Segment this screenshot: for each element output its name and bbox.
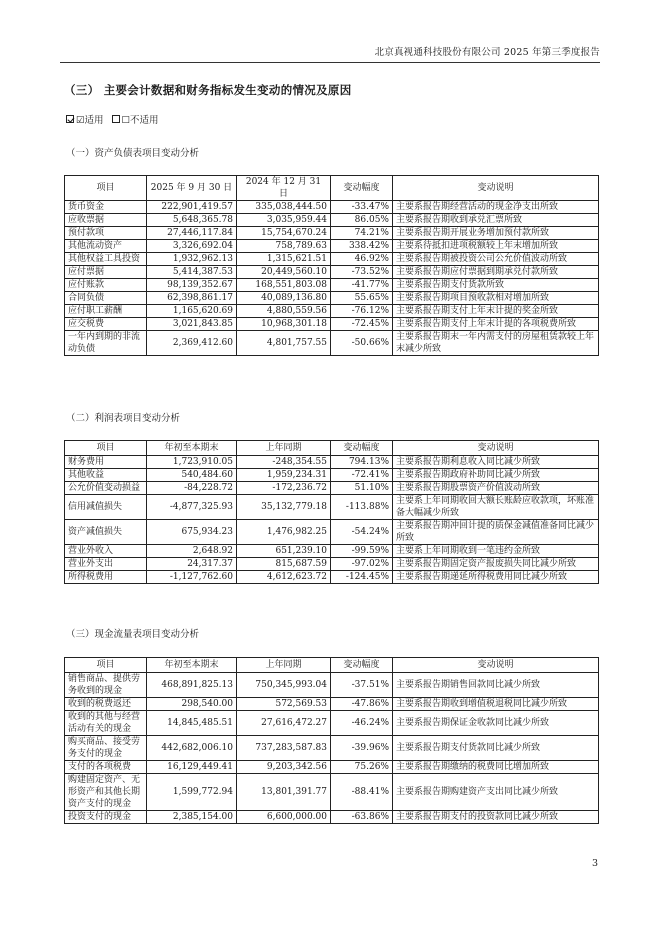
change-rate-cell: 794.13% bbox=[331, 456, 393, 469]
current-value-cell: 1,932,962.13 bbox=[147, 253, 237, 266]
table-row bbox=[65, 520, 599, 545]
balance-sheet-subtitle: （一）资产负债表项目变动分析 bbox=[66, 148, 200, 159]
table-row bbox=[65, 266, 599, 279]
item-cell: 销售商品、提供劳务收到的现金 bbox=[65, 673, 147, 698]
prior-value-cell: 168,551,803.08 bbox=[237, 279, 331, 292]
prior-value-cell: -172,236.72 bbox=[237, 482, 331, 495]
table-row bbox=[65, 214, 599, 227]
explanation-cell: 主要系报告期经营活动的现金净支出所致 bbox=[393, 201, 599, 214]
current-value-cell: -84,228.72 bbox=[147, 482, 237, 495]
prior-value-cell: 1,315,621.51 bbox=[237, 253, 331, 266]
current-value-cell: 1,165,620.69 bbox=[147, 305, 237, 318]
current-value-cell: 16,129,449.41 bbox=[147, 761, 237, 774]
column-header: 变动幅度 bbox=[331, 441, 393, 456]
item-cell: 应交税费 bbox=[65, 318, 147, 331]
table-row bbox=[65, 495, 599, 520]
unchecked-box-icon bbox=[112, 115, 120, 123]
current-value-cell: 468,891,825.13 bbox=[147, 673, 237, 698]
explanation-cell: 主要系报告期收到承兑汇票所致 bbox=[393, 214, 599, 227]
explanation-cell: 主要系待抵扣进项税额较上年末增加所致 bbox=[393, 240, 599, 253]
explanation-cell: 主要系报告期保证金收款同比减少所致 bbox=[393, 711, 599, 736]
current-value-cell: 3,021,843.85 bbox=[147, 318, 237, 331]
prior-value-cell: 758,789.63 bbox=[237, 240, 331, 253]
change-rate-cell: -46.24% bbox=[331, 711, 393, 736]
change-rate-cell: -63.86% bbox=[331, 811, 393, 824]
prior-value-cell: 10,968,301.18 bbox=[237, 318, 331, 331]
change-rate-cell: -97.02% bbox=[331, 558, 393, 571]
item-cell: 其他流动资产 bbox=[65, 240, 147, 253]
item-cell: 应付票据 bbox=[65, 266, 147, 279]
prior-value-cell: 35,132,779.18 bbox=[237, 495, 331, 520]
prior-value-cell: 1,959,234.31 bbox=[237, 469, 331, 482]
change-rate-cell: 55.65% bbox=[331, 292, 393, 305]
column-header: 变动幅度 bbox=[331, 176, 393, 201]
table-row bbox=[65, 673, 599, 698]
item-cell: 应付职工薪酬 bbox=[65, 305, 147, 318]
cash-flow-subtitle: （三）现金流量表项目变动分析 bbox=[66, 629, 200, 640]
current-value-cell: 298,540.00 bbox=[147, 698, 237, 711]
current-value-cell: 27,446,117.84 bbox=[147, 227, 237, 240]
prior-value-cell: 40,089,136.80 bbox=[237, 292, 331, 305]
header-row bbox=[65, 658, 599, 673]
prior-value-cell: 737,283,587.83 bbox=[237, 736, 331, 761]
explanation-cell: 主要系报告期股票资产价值波动所致 bbox=[393, 482, 599, 495]
explanation-cell: 主要系报告期政府补助同比减少所致 bbox=[393, 469, 599, 482]
explanation-cell: 主要系报告期收到增值税退税同比减少所致 bbox=[393, 698, 599, 711]
balance-sheet-table bbox=[64, 175, 599, 356]
current-value-cell: 1,723,910.05 bbox=[147, 456, 237, 469]
prior-value-cell: -248,354.55 bbox=[237, 456, 331, 469]
change-rate-cell: -50.66% bbox=[331, 331, 393, 356]
report-header: 北京真视通科技股份有限公司 2025 年第三季度报告 bbox=[374, 47, 600, 58]
header-divider bbox=[60, 62, 600, 63]
explanation-cell: 主要系报告期被投资公司公允价值波动所致 bbox=[393, 253, 599, 266]
item-cell: 信用减值损失 bbox=[65, 495, 147, 520]
column-header: 变动幅度 bbox=[331, 658, 393, 673]
explanation-cell: 主要系报告期缴纳的税费同比增加所致 bbox=[393, 761, 599, 774]
column-header: 变动说明 bbox=[393, 176, 599, 201]
item-cell: 所得税费用 bbox=[65, 571, 147, 584]
prior-value-cell: 27,616,472.27 bbox=[237, 711, 331, 736]
explanation-cell: 主要系上年同期收到一笔违约金所致 bbox=[393, 545, 599, 558]
prior-value-cell: 13,801,391.77 bbox=[237, 774, 331, 811]
change-rate-cell: -72.45% bbox=[331, 318, 393, 331]
change-rate-cell: -113.88% bbox=[331, 495, 393, 520]
explanation-cell: 主要系上年同期收回大额长账龄应收款项，坏账准备大幅减少所致 bbox=[393, 495, 599, 520]
current-value-cell: -1,127,762.60 bbox=[147, 571, 237, 584]
change-rate-cell: 46.92% bbox=[331, 253, 393, 266]
change-rate-cell: -41.77% bbox=[331, 279, 393, 292]
change-rate-cell: 74.21% bbox=[331, 227, 393, 240]
explanation-cell: 主要系报告期递延所得税费用同比减少所致 bbox=[393, 571, 599, 584]
explanation-cell: 主要系报告期购建资产支出同比减少所致 bbox=[393, 774, 599, 811]
current-value-cell: -4,877,325.93 bbox=[147, 495, 237, 520]
change-rate-cell: -72.41% bbox=[331, 469, 393, 482]
prior-value-cell: 4,612,623.72 bbox=[237, 571, 331, 584]
checked-box-icon bbox=[66, 115, 74, 123]
current-value-cell: 98,139,352.67 bbox=[147, 279, 237, 292]
change-rate-cell: -54.24% bbox=[331, 520, 393, 545]
item-cell: 购建固定资产、无形资产和其他长期资产支付的现金 bbox=[65, 774, 147, 811]
explanation-cell: 主要系报告期支付货款所致 bbox=[393, 279, 599, 292]
item-cell: 支付的各项税费 bbox=[65, 761, 147, 774]
item-cell: 资产减值损失 bbox=[65, 520, 147, 545]
change-rate-cell: -37.51% bbox=[331, 673, 393, 698]
column-header: 上年同期 bbox=[237, 658, 331, 673]
current-value-cell: 2,648.92 bbox=[147, 545, 237, 558]
table-row bbox=[65, 331, 599, 356]
prior-value-cell: 4,880,559.56 bbox=[237, 305, 331, 318]
explanation-cell: 主要系报告期支付上年末计提的奖金所致 bbox=[393, 305, 599, 318]
change-rate-cell: -99.59% bbox=[331, 545, 393, 558]
prior-value-cell: 572,569.53 bbox=[237, 698, 331, 711]
current-value-cell: 14,845,485.51 bbox=[147, 711, 237, 736]
applicability-options bbox=[66, 112, 159, 126]
item-cell: 应收票据 bbox=[65, 214, 147, 227]
explanation-cell: 主要系报告期支付货款同比减少所致 bbox=[393, 736, 599, 761]
current-value-cell: 442,682,006.10 bbox=[147, 736, 237, 761]
current-value-cell: 62,398,861.17 bbox=[147, 292, 237, 305]
item-cell: 一年内到期的非流动负债 bbox=[65, 331, 147, 356]
item-cell: 其他权益工具投资 bbox=[65, 253, 147, 266]
table-row bbox=[65, 292, 599, 305]
prior-value-cell: 9,203,342.56 bbox=[237, 761, 331, 774]
header-row bbox=[65, 176, 599, 201]
column-header: 项目 bbox=[65, 658, 147, 673]
applicable-option[interactable] bbox=[66, 112, 104, 126]
prior-value-cell: 750,345,993.04 bbox=[237, 673, 331, 698]
current-value-cell: 675,934.23 bbox=[147, 520, 237, 545]
table-row bbox=[65, 571, 599, 584]
column-header: 2025 年 9 月 30 日 bbox=[147, 176, 237, 201]
explanation-cell: 主要系报告期开展业务增加预付款所致 bbox=[393, 227, 599, 240]
current-value-cell: 540,484.60 bbox=[147, 469, 237, 482]
table-row bbox=[65, 736, 599, 761]
explanation-cell: 主要系报告期支付上年末计提的各项税费所致 bbox=[393, 318, 599, 331]
explanation-cell: 主要系报告期应付票据到期承兑付款所致 bbox=[393, 266, 599, 279]
item-cell: 营业外支出 bbox=[65, 558, 147, 571]
table-row bbox=[65, 558, 599, 571]
column-header: 变动说明 bbox=[393, 658, 599, 673]
change-rate-cell: 75.26% bbox=[331, 761, 393, 774]
explanation-cell: 主要系报告期冲回计提的质保金减值准备同比减少所致 bbox=[393, 520, 599, 545]
column-header: 上年同期 bbox=[237, 441, 331, 456]
table-row bbox=[65, 201, 599, 214]
item-cell: 预付款项 bbox=[65, 227, 147, 240]
current-value-cell: 24,317.37 bbox=[147, 558, 237, 571]
section-title: （三） 主要会计数据和财务指标发生变动的情况及原因 bbox=[64, 83, 352, 97]
cash-flow-table bbox=[64, 657, 599, 824]
column-header: 2024 年 12 月 31 日 bbox=[237, 176, 331, 201]
table-row bbox=[65, 761, 599, 774]
prior-value-cell: 815,687.59 bbox=[237, 558, 331, 571]
item-cell: 应付账款 bbox=[65, 279, 147, 292]
prior-value-cell: 1,476,982.25 bbox=[237, 520, 331, 545]
change-rate-cell: -88.41% bbox=[331, 774, 393, 811]
change-rate-cell: 51.10% bbox=[331, 482, 393, 495]
income-statement-table bbox=[64, 440, 599, 584]
change-rate-cell: -73.52% bbox=[331, 266, 393, 279]
current-value-cell: 3,326,692.04 bbox=[147, 240, 237, 253]
column-header: 年初至本期末 bbox=[147, 658, 237, 673]
change-rate-cell: -39.96% bbox=[331, 736, 393, 761]
change-rate-cell: 338.42% bbox=[331, 240, 393, 253]
column-header: 项目 bbox=[65, 176, 147, 201]
item-cell: 货币资金 bbox=[65, 201, 147, 214]
current-value-cell: 5,648,365.78 bbox=[147, 214, 237, 227]
change-rate-cell: 86.05% bbox=[331, 214, 393, 227]
table-row bbox=[65, 711, 599, 736]
explanation-cell: 主要系报告期支付的投资款同比减少所致 bbox=[393, 811, 599, 824]
item-cell: 财务费用 bbox=[65, 456, 147, 469]
column-header: 变动说明 bbox=[393, 441, 599, 456]
table-row bbox=[65, 318, 599, 331]
page-number: 3 bbox=[592, 858, 599, 869]
item-cell: 收到的税费返还 bbox=[65, 698, 147, 711]
item-cell: 公允价值变动损益 bbox=[65, 482, 147, 495]
prior-value-cell: 4,801,757.55 bbox=[237, 331, 331, 356]
applicable-label: ☑适用 bbox=[76, 115, 104, 126]
prior-value-cell: 335,038,444.50 bbox=[237, 201, 331, 214]
table-row bbox=[65, 305, 599, 318]
prior-value-cell: 20,449,560.10 bbox=[237, 266, 331, 279]
current-value-cell: 2,369,412.60 bbox=[147, 331, 237, 356]
column-header: 年初至本期末 bbox=[147, 441, 237, 456]
table-row bbox=[65, 482, 599, 495]
current-value-cell: 5,414,387.53 bbox=[147, 266, 237, 279]
column-header: 项目 bbox=[65, 441, 147, 456]
prior-value-cell: 6,600,000.00 bbox=[237, 811, 331, 824]
prior-value-cell: 15,754,670.24 bbox=[237, 227, 331, 240]
explanation-cell: 主要系报告期利息收入同比减少所致 bbox=[393, 456, 599, 469]
table-row bbox=[65, 545, 599, 558]
current-value-cell: 222,901,419.57 bbox=[147, 201, 237, 214]
item-cell: 合同负债 bbox=[65, 292, 147, 305]
table-row bbox=[65, 456, 599, 469]
current-value-cell: 2,385,154.00 bbox=[147, 811, 237, 824]
item-cell: 购买商品、接受劳务支付的现金 bbox=[65, 736, 147, 761]
header-row bbox=[65, 441, 599, 456]
explanation-cell: 主要系报告期末一年内需支付的房屋租赁款较上年末减少所致 bbox=[393, 331, 599, 356]
table-row bbox=[65, 698, 599, 711]
table-row bbox=[65, 811, 599, 824]
prior-value-cell: 3,035,959.44 bbox=[237, 214, 331, 227]
item-cell: 收到的其他与经营活动有关的现金 bbox=[65, 711, 147, 736]
item-cell: 其他收益 bbox=[65, 469, 147, 482]
change-rate-cell: -124.45% bbox=[331, 571, 393, 584]
not-applicable-option[interactable] bbox=[112, 112, 159, 126]
table-row bbox=[65, 227, 599, 240]
explanation-cell: 主要系报告期项目预收款相对增加所致 bbox=[393, 292, 599, 305]
table-row bbox=[65, 774, 599, 811]
table-row bbox=[65, 253, 599, 266]
change-rate-cell: -47.86% bbox=[331, 698, 393, 711]
explanation-cell: 主要系报告期固定资产报废损失同比减少所致 bbox=[393, 558, 599, 571]
not-applicable-label: ☐不适用 bbox=[121, 115, 159, 126]
table-row bbox=[65, 279, 599, 292]
item-cell: 营业外收入 bbox=[65, 545, 147, 558]
table-row bbox=[65, 240, 599, 253]
current-value-cell: 1,599,772.94 bbox=[147, 774, 237, 811]
income-statement-subtitle: （二）利润表项目变动分析 bbox=[66, 413, 181, 424]
explanation-cell: 主要系报告期销售回款同比减少所致 bbox=[393, 673, 599, 698]
change-rate-cell: -76.12% bbox=[331, 305, 393, 318]
table-row bbox=[65, 469, 599, 482]
prior-value-cell: 651,239.10 bbox=[237, 545, 331, 558]
item-cell: 投资支付的现金 bbox=[65, 811, 147, 824]
change-rate-cell: -33.47% bbox=[331, 201, 393, 214]
